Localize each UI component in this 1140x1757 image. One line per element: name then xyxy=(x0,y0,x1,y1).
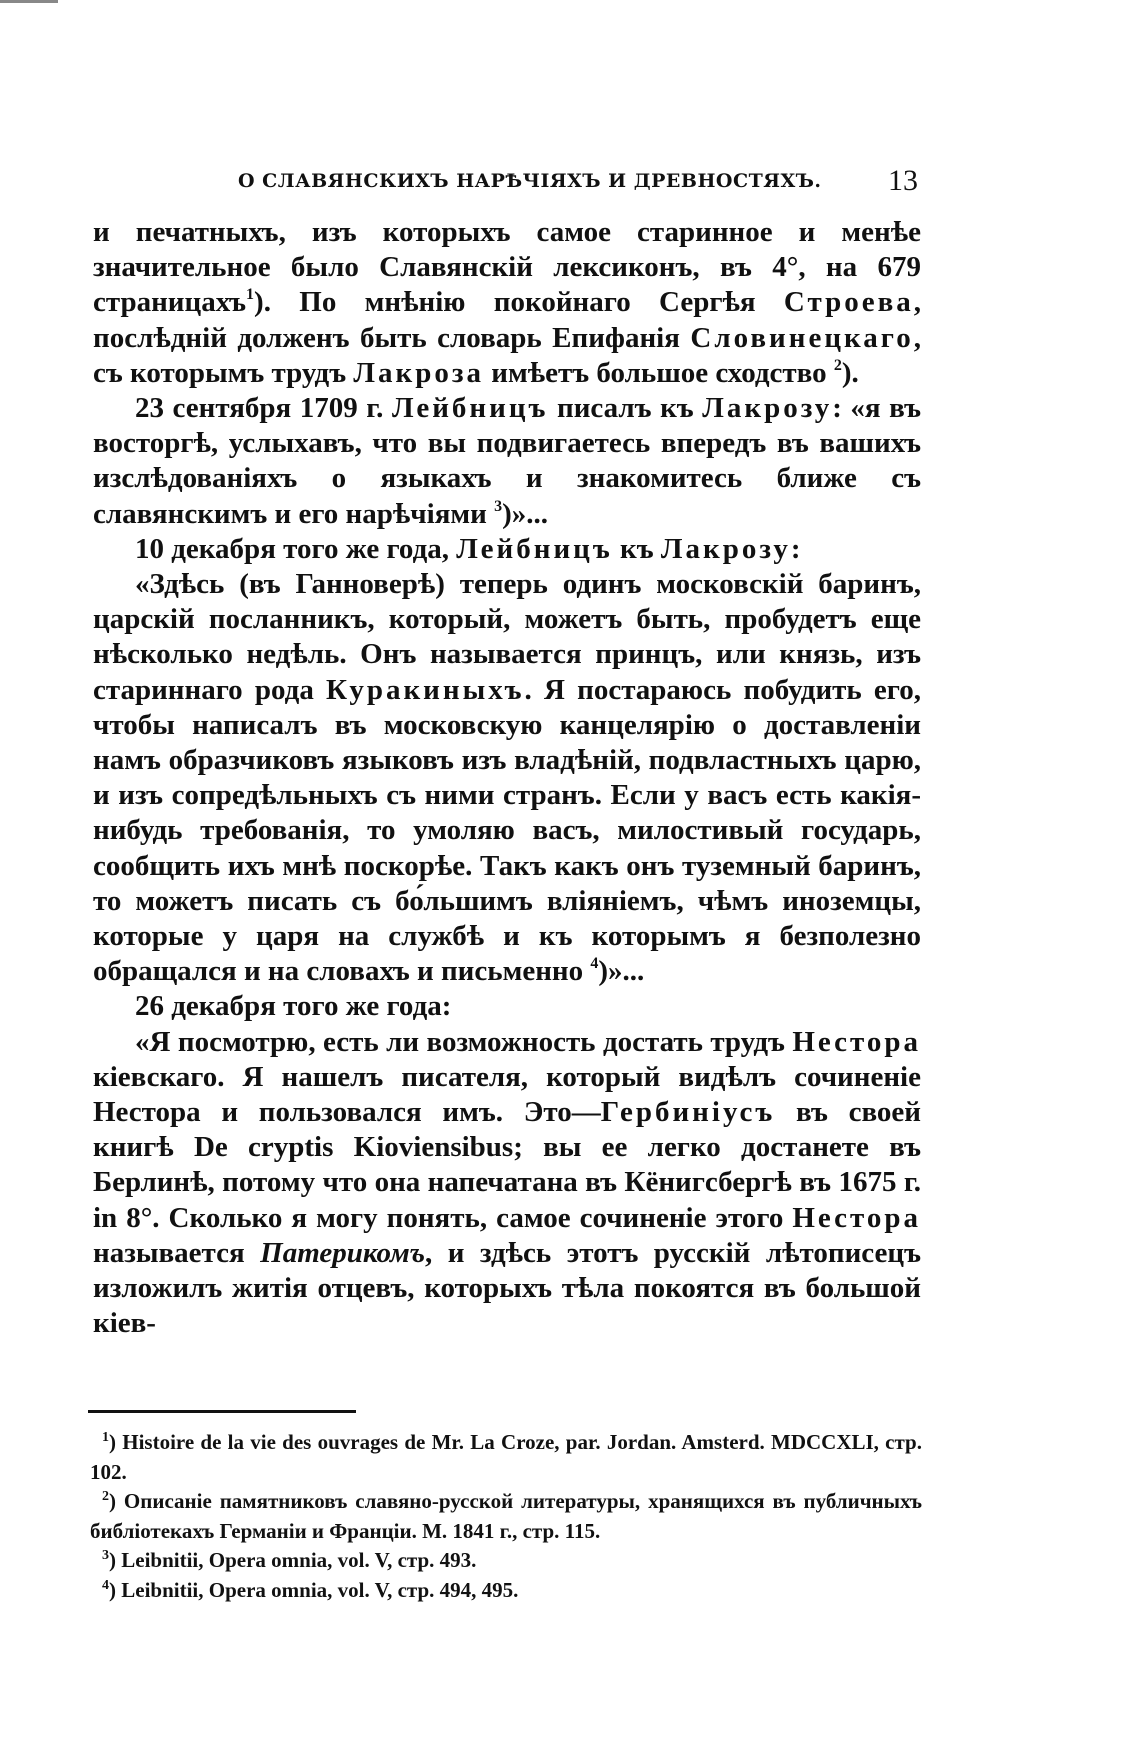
name-slavinetsky: Словинецкаго xyxy=(690,321,914,354)
footnote-ref-4[interactable]: 4 xyxy=(590,955,599,973)
paragraph-6: «Я посмотрю, есть ли возможность достать трудъ Нестора кіевскаго. Я нашелъ писателя, который видѣлъ сочиненіе Нестора и пользовался имъ. Это—Гербиніусъ въ своей книгѣ De cryptis Kioviensibus; вы ее легко достанете въ Берлинѣ, потому что она напечатана въ Кёнигсбергѣ въ 1675 г. in 8°. Сколько я могу понять, самое сочиненіе этого Нестора называется Патерикомъ, и здѣсь этотъ русскій лѣтописецъ изложилъ житія отцевъ, которыхъ тѣла покоятся въ большой кіев- xyxy=(93,1025,921,1340)
footnote-divider xyxy=(88,1410,356,1413)
footnote-ref-2[interactable]: 2 xyxy=(833,356,842,374)
paragraph-4: «Здѣсь (въ Ганноверѣ) теперь одинъ московскій баринъ, царскій посланникъ, который, можетъ быть, пробудетъ еще нѣсколько недѣль. Онъ называется принцъ, или князь, изъ стариннаго рода Куракиныхъ. Я постараюсь побудить его, чтобы написалъ въ московскую канцелярію о доставленіи намъ образчиковъ языковъ изъ владѣній, подвластныхъ царю, и изъ сопредѣльныхъ съ ними странъ. Если у васъ есть какія-нибудь требованія, то умоляю васъ, милостивый государь, сообщить ихъ мнѣ поскорѣе. Такъ какъ онъ туземный баринъ, то можетъ писать съ бо́льшимъ вліяніемъ, чѣмъ иноземцы, которые у царя на службѣ и къ которымъ я безполезно обращался и на словахъ и письменно $^4$)»... xyxy=(93,568,921,988)
footnote-ref-3[interactable]: 3 xyxy=(494,497,503,515)
name-nestor: Нестора xyxy=(792,1025,921,1058)
footnote-mark: 1 xyxy=(102,1430,109,1445)
paragraph-2: 23 сентября 1709 г. Лейбницъ писалъ къ Лакрозу: «я въ восторгѣ, услыхавъ, что вы подвигаетесь впередъ въ вашихъ изслѣдованіяхъ о языкахъ и знакомитесь ближе съ славянскимъ и его нарѣчіями $^3$)»... xyxy=(93,392,921,530)
footnote-text: ) Описаніе памятниковъ славяно-русской литературы, хранящихся въ публичныхъ библіотекахъ Германіи и Франціи. М. 1841 г., стр. 115. xyxy=(90,1489,922,1543)
paragraph-1: и печатныхъ, изъ которыхъ самое старинное и менѣе значительное было Славянскій лексиконъ, въ 4°, на 679 страницахъ$^1$). По мнѣнію покойнаго Сергѣя Строева, послѣдній долженъ быть словарь Епифанія Словинецкаго, съ которымъ трудъ Лакроза имѣетъ большое сходство $^2$). xyxy=(93,216,921,389)
main-text xyxy=(93,215,921,1342)
footnotes xyxy=(90,1428,922,1605)
scan-edge-mark xyxy=(0,0,58,3)
footnote-text: ) Leibnitii, Opera omnia, vol. V, стр. 493. xyxy=(109,1548,477,1572)
footnote-4 xyxy=(90,1576,922,1606)
name-lacroze: Лакроза xyxy=(353,356,484,389)
footnote-1 xyxy=(90,1428,922,1487)
footnote-text: ) Leibnitii, Opera omnia, vol. V, стр. 494, 495. xyxy=(109,1577,519,1602)
footnote-ref-1[interactable]: 1 xyxy=(246,286,255,304)
footnote-mark: 4 xyxy=(102,1577,109,1593)
name-lacroze: Лакрозу xyxy=(660,532,791,565)
name-leibniz: Лейбницъ xyxy=(391,392,549,425)
page-number: 13 xyxy=(888,164,918,197)
name-stroev: Строева xyxy=(783,286,914,319)
paragraph-5: 26 декабря того же года: xyxy=(135,990,452,1023)
name-kurakin: Куракиныхъ xyxy=(326,673,525,706)
name-leibniz: Лейбницъ xyxy=(456,532,613,565)
footnote-mark: 2 xyxy=(102,1489,109,1504)
name-lacroze: Лакрозу xyxy=(702,392,833,425)
footnote-mark: 3 xyxy=(102,1548,109,1563)
title-paterikon: Патерикомъ xyxy=(260,1236,426,1269)
name-herbinius: Гербиніусъ xyxy=(600,1096,776,1129)
running-header xyxy=(238,164,918,204)
footnote-3 xyxy=(90,1546,922,1576)
paragraph-3: 10 декабря того же года, Лейбницъ къ Лакрозу: xyxy=(135,532,801,565)
footnote-2 xyxy=(90,1487,922,1546)
running-title: О СЛАВЯНСКИХЪ НАРѢЧІЯХЪ И ДРЕВНОСТЯХЪ. xyxy=(238,170,822,192)
name-nestor: Нестора xyxy=(792,1201,921,1234)
footnote-text: ) Histoire de la vie des ouvrages de Mr. La Croze, par. Jordan. Amsterd. MDCCXLI, стр. 102. xyxy=(90,1430,922,1484)
